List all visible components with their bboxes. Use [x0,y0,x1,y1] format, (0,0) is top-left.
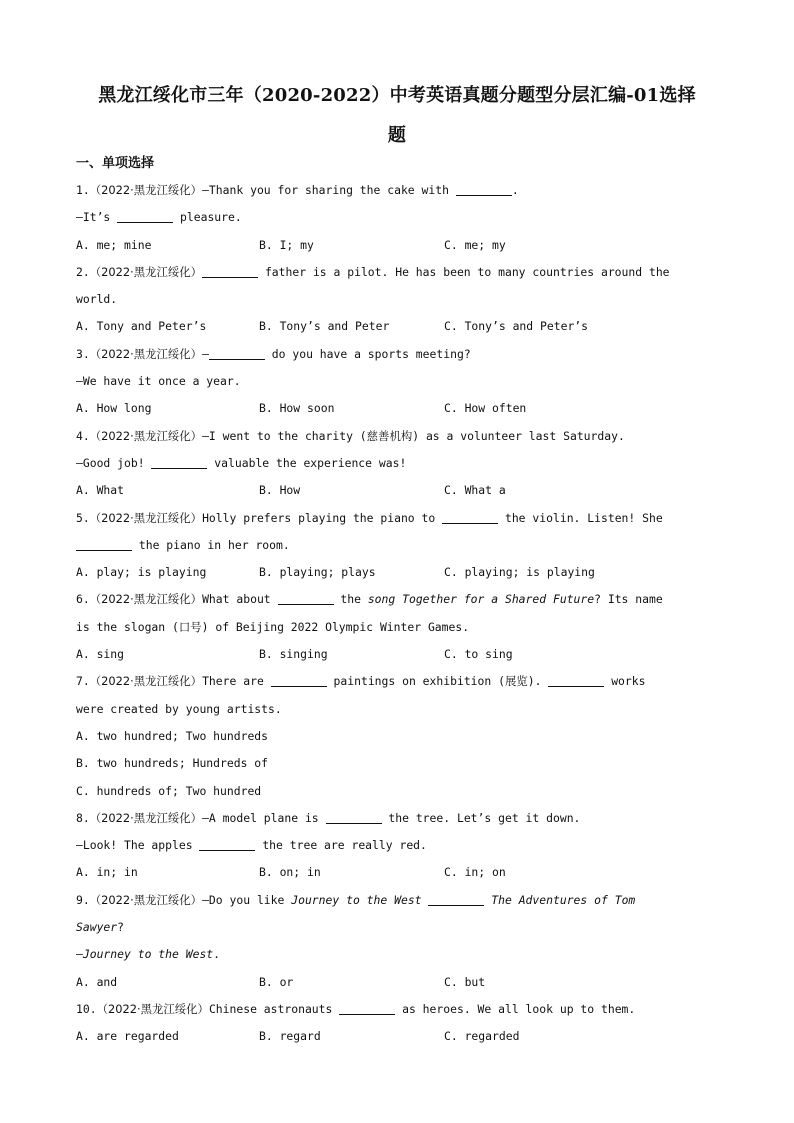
question-text: — [202,346,209,361]
answer-blank [209,345,265,360]
song-title: song Together for a Shared Future [367,592,595,607]
question-9-line-2 [76,914,726,941]
question-text: There are [202,674,264,689]
question-text: paintings on exhibition (展览). [333,674,542,689]
title-line-2: 题 [387,125,407,146]
option-b[interactable]: B. on; in [259,865,321,880]
question-7-line-2 [76,696,726,723]
question-number: 1. [76,183,90,197]
answer-blank [278,590,334,605]
question-number: 7. [76,674,90,689]
answer-blank [76,536,132,551]
question-number: 9. [76,892,90,907]
question-text: — [76,947,83,962]
question-6-line-2 [76,614,726,641]
option-c[interactable]: C. but [444,974,486,989]
question-text: the violin. Listen! She [504,510,663,525]
question-source: （2022·黑龙江绥化） [89,264,203,279]
title-line-1: 黑龙江绥化市三年（2020-2022）中考英语真题分题型分层汇编-01选择 [98,85,696,106]
option-c[interactable]: C. Tony’s and Peter’s [444,319,589,334]
question-5 [76,505,726,532]
question-source: （2022·黑龙江绥化） [89,892,203,907]
question-text: —We have it once a year. [76,374,241,389]
question-7-option-b-row [76,750,726,777]
question-7-option-a-row [76,723,726,750]
answer-blank [428,891,484,906]
question-source: （2022·黑龙江绥化） [89,810,203,825]
book-title: The Adventures of Tom [491,892,636,907]
question-1-line-2 [76,204,726,231]
option-c[interactable]: C. playing; is playing [444,565,595,580]
question-5-options [76,559,726,586]
question-9 [76,887,726,914]
question-3 [76,341,726,368]
question-9-options [76,969,726,996]
question-4 [76,423,726,450]
question-text: . [511,183,519,197]
option-b[interactable]: B. How [259,483,301,498]
question-6-options [76,641,726,668]
question-10 [76,996,726,1023]
book-title: Sawyer [76,920,118,935]
option-a[interactable]: A. sing [76,647,125,662]
question-text: works [611,674,646,689]
question-text: the tree. Let’s get it down. [388,810,581,825]
question-8 [76,805,726,832]
question-9-line-3 [76,941,726,968]
book-title: Journey to the West [291,892,422,907]
question-list [76,177,726,1051]
question-text: the tree are really red. [262,838,427,853]
question-6 [76,586,726,613]
question-text: the [340,592,361,607]
question-text: as heroes. We all look up to them. [402,1001,636,1016]
question-text: the piano in her room. [138,537,290,552]
question-number: 10. [76,1001,97,1016]
answer-blank [202,263,258,278]
option-b[interactable]: B. I; my [259,237,314,252]
question-text: ? [117,920,125,935]
option-c[interactable]: C. hundreds of; Two hundred [76,783,262,798]
answer-blank [339,1000,395,1015]
question-8-line-2 [76,832,726,859]
question-text: were created by young artists. [76,701,282,716]
question-source: （2022·黑龙江绥化） [89,592,203,607]
answer-blank [271,672,327,687]
question-number: 2. [76,264,90,279]
question-2-options [76,313,726,340]
option-a[interactable]: A. How long [76,401,152,416]
answer-blank [456,181,512,196]
question-text: —Do you like [202,892,285,907]
option-a[interactable]: A. in; in [76,865,138,880]
option-a[interactable]: A. and [76,974,118,989]
question-5-line-2 [76,532,726,559]
question-7 [76,668,726,695]
question-source: （2022·黑龙江绥化） [89,428,203,443]
option-c[interactable]: C. What a [444,483,506,498]
question-text: —I went to the charity (慈善机构) as a volunteer last Saturday. [202,428,625,443]
option-a[interactable]: A. are regarded [76,1029,179,1044]
question-text: Chinese astronauts [208,1001,333,1016]
option-c[interactable]: C. How often [444,401,527,416]
option-b[interactable]: B. How soon [259,401,335,416]
question-2-line-2 [76,286,726,313]
question-4-line-2 [76,450,726,477]
question-text: What about [202,592,271,607]
document-title [40,76,754,156]
question-number: 8. [76,810,90,825]
option-c[interactable]: C. to sing [444,647,513,662]
question-4-options [76,477,726,504]
option-b[interactable]: B. playing; plays [259,565,376,580]
option-b[interactable]: B. singing [259,647,328,662]
book-title: Journey to the West [82,947,214,962]
option-c[interactable]: C. regarded [444,1029,520,1044]
option-a[interactable]: A. me; mine [76,237,152,252]
option-b[interactable]: B. or [259,974,294,989]
question-number: 5. [76,510,90,525]
question-source: （2022·黑龙江绥化） [96,1001,209,1016]
option-a[interactable]: A. play; is playing [76,565,207,580]
question-number: 4. [76,428,90,443]
option-c[interactable]: C. in; on [444,865,506,880]
question-10-options [76,1023,726,1050]
option-a[interactable]: A. What [76,483,125,498]
answer-blank [548,672,604,687]
question-text: —Thank you for sharing the cake with [202,183,449,197]
option-b[interactable]: B. two hundreds; Hundreds of [76,756,269,771]
question-3-options [76,395,726,422]
question-text: —It’s [76,210,111,225]
question-source: （2022·黑龙江绥化） [89,346,203,361]
option-a[interactable]: A. two hundred; Two hundreds [76,728,269,743]
option-c[interactable]: C. me; my [444,237,506,252]
question-text: is the slogan (口号) of Beijing 2022 Olympic Winter Games. [76,619,470,634]
answer-blank [326,809,382,824]
question-source: （2022·黑龙江绥化） [89,674,203,689]
question-text: world. [76,292,118,307]
question-3-line-2 [76,368,726,395]
question-source: （2022·黑龙江绥化） [89,510,203,525]
question-text: —A model plane is [202,810,319,825]
question-source: （2022·黑龙江绥化） [89,183,203,197]
question-text: . [213,947,221,962]
section-heading: 一、单项选择 [76,156,155,171]
question-text: ? Its name [594,592,663,607]
question-2 [76,259,726,286]
question-text: father is a pilot. He has been to many countries around the [264,264,670,279]
question-text: pleasure. [180,210,242,225]
question-text: do you have a sports meeting? [271,346,471,361]
question-1 [76,177,726,204]
option-b[interactable]: B. Tony’s and Peter [259,319,390,334]
question-8-options [76,859,726,886]
answer-blank [151,454,207,469]
option-b[interactable]: B. regard [259,1029,321,1044]
answer-blank [442,509,498,524]
question-text: valuable the experience was! [214,455,407,470]
question-number: 3. [76,346,90,361]
question-text: —Look! The apples [76,838,193,853]
question-number: 6. [76,592,90,607]
question-text: —Good job! [76,455,145,470]
answer-blank [117,208,173,223]
question-1-options [76,232,726,259]
option-a[interactable]: A. Tony and Peter’s [76,319,207,334]
question-7-option-c-row [76,778,726,805]
answer-blank [199,836,255,851]
question-text: Holly prefers playing the piano to [202,510,436,525]
